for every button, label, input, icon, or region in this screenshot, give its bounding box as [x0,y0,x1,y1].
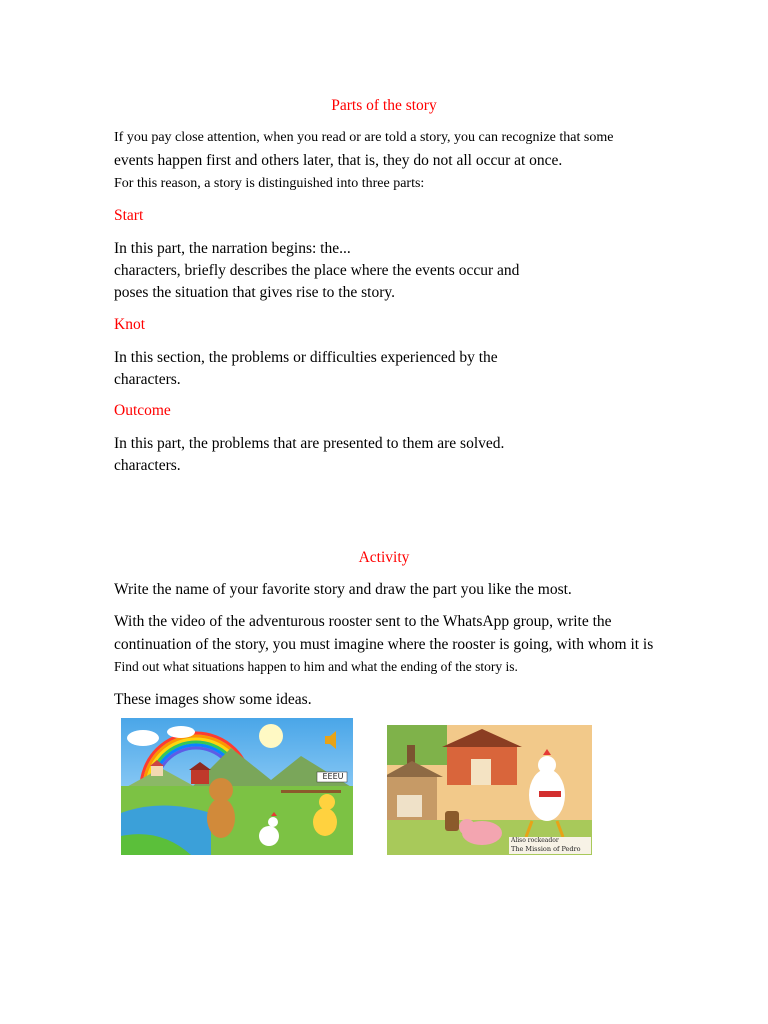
start-heading: Start [114,207,144,224]
outcome-heading: Outcome [114,402,171,419]
caption-line-1: Aliso rockeador [511,837,559,844]
activity-line-4: Find out what situations happen to him and what the ending of the story is. [114,659,518,674]
logo-text: EEEU [322,772,344,781]
outcome-line-2: characters. [114,457,181,474]
activity-line-5: These images show some ideas. [114,691,312,708]
outcome-line-1: In this part, the problems that are presented to them are solved. [114,435,505,452]
start-line-1: In this part, the narration begins: the... [114,240,351,257]
meadow-illustration [121,718,353,855]
page-title: Parts of the story [331,97,437,114]
activity-line-1: Write the name of your favorite story and draw the part you like the most. [114,581,572,598]
intro-line-1: If you pay close attention, when you read or are told a story, you can recognize that some [114,130,614,145]
caption-line-2: The Mission of Pedro [511,845,581,853]
intro-line-3: For this reason, a story is distinguished into three parts: [114,176,425,191]
farm-illustration [387,725,592,855]
activity-heading: Activity [358,549,410,566]
intro-line-2: events happen first and others later, that is, they do not all occur at once. [114,152,563,169]
start-line-3: poses the situation that gives rise to the story. [114,284,395,301]
start-line-2: characters, briefly describes the place where the events occur and [114,262,520,279]
knot-line-1: In this section, the problems or difficulties experienced by the [114,349,498,366]
knot-heading: Knot [114,316,145,333]
knot-line-2: characters. [114,371,181,388]
activity-line-3: continuation of the story, you must imagine where the rooster is going, with whom it is [114,636,654,653]
activity-line-2: With the video of the adventurous rooster sent to the WhatsApp group, write the [114,613,612,630]
